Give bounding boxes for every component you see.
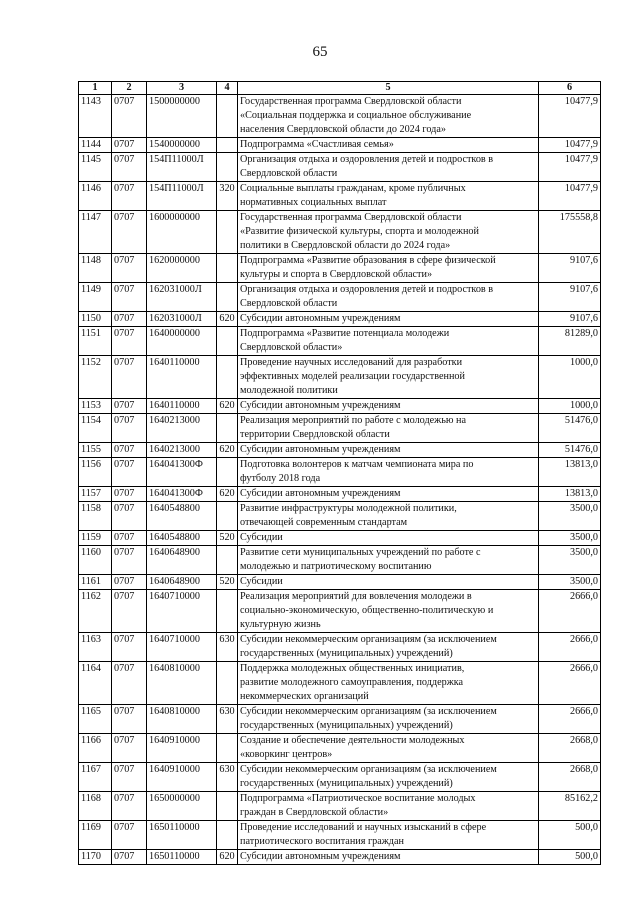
row-id-cell: 1167 (79, 763, 112, 792)
expense-type-cell: 620 (217, 312, 238, 327)
section-code-cell: 0707 (112, 211, 147, 254)
section-code-cell: 0707 (112, 734, 147, 763)
name-line: Государственная программа Свердловской области (240, 212, 462, 223)
section-code-cell: 0707 (112, 546, 147, 575)
section-code-cell: 0707 (112, 443, 147, 458)
name-cell (238, 153, 539, 182)
name-cell (238, 312, 539, 327)
expense-type-cell: 520 (217, 575, 238, 590)
name-line: молодежью и патриотическому воспитанию (240, 561, 432, 572)
table-row (79, 399, 601, 414)
name-cell (238, 487, 539, 502)
section-code-cell: 0707 (112, 662, 147, 705)
target-code-cell: 1640648900 (147, 546, 217, 575)
column-header: 6 (539, 82, 601, 95)
table-row (79, 414, 601, 443)
name-line: Развитие инфраструктуры молодежной политики, (240, 503, 457, 514)
section-code-cell: 0707 (112, 502, 147, 531)
expense-type-cell (217, 414, 238, 443)
section-code-cell: 0707 (112, 153, 147, 182)
section-code-cell: 0707 (112, 399, 147, 414)
row-id-cell: 1170 (79, 850, 112, 865)
name-line: «Социальная поддержка и социальное обслуживание (240, 110, 472, 121)
table-row (79, 531, 601, 546)
amount-cell: 9107,6 (539, 312, 601, 327)
expense-type-cell (217, 138, 238, 153)
table-row (79, 254, 601, 283)
name-line: социально-экономическую, общественно-политическую и (240, 605, 494, 616)
section-code-cell: 0707 (112, 414, 147, 443)
table-row (79, 792, 601, 821)
table-row (79, 95, 601, 138)
name-line: Подпрограмма «Счастливая семья» (240, 139, 394, 150)
amount-cell: 2668,0 (539, 763, 601, 792)
row-id-cell: 1154 (79, 414, 112, 443)
table-row (79, 590, 601, 633)
name-line: Реализация мероприятий по работе с молодежью на (240, 415, 466, 426)
name-cell (238, 182, 539, 211)
amount-cell: 81289,0 (539, 327, 601, 356)
name-cell (238, 531, 539, 546)
row-id-cell: 1162 (79, 590, 112, 633)
name-line: Подготовка волонтеров к матчам чемпионата мира по (240, 459, 474, 470)
name-line: «коворкинг центров» (240, 749, 333, 760)
target-code-cell: 1640810000 (147, 662, 217, 705)
name-cell (238, 211, 539, 254)
target-code-cell: 1650000000 (147, 792, 217, 821)
name-line: Свердловской области (240, 298, 338, 309)
name-line: Подпрограмма «Патриотическое воспитание молодых (240, 793, 476, 804)
name-line: Субсидии автономным учреждениям (240, 444, 401, 455)
name-line: культурную жизнь (240, 619, 321, 630)
section-code-cell: 0707 (112, 821, 147, 850)
amount-cell: 9107,6 (539, 254, 601, 283)
expense-type-cell: 620 (217, 487, 238, 502)
target-code-cell: 162031000Л (147, 283, 217, 312)
amount-cell: 3500,0 (539, 502, 601, 531)
target-code-cell: 1600000000 (147, 211, 217, 254)
table-row (79, 312, 601, 327)
expense-type-cell: 620 (217, 399, 238, 414)
row-id-cell: 1155 (79, 443, 112, 458)
name-line: патриотического воспитания граждан (240, 836, 404, 847)
table-row (79, 211, 601, 254)
target-code-cell: 1640548800 (147, 531, 217, 546)
table-row (79, 763, 601, 792)
name-line: эффективных моделей реализации государственной (240, 371, 465, 382)
name-cell (238, 95, 539, 138)
name-line: территории Свердловской области (240, 429, 390, 440)
name-line: Свердловской области (240, 168, 338, 179)
target-code-cell: 1640110000 (147, 356, 217, 399)
expense-type-cell (217, 254, 238, 283)
section-code-cell: 0707 (112, 356, 147, 399)
name-cell (238, 254, 539, 283)
name-line: Подпрограмма «Развитие потенциала молодежи (240, 328, 450, 339)
name-line: Реализация мероприятий для вовлечения молодежи в (240, 591, 472, 602)
name-line: культуры и спорта в Свердловской области» (240, 269, 433, 280)
name-line: Создание и обеспечение деятельности молодежных (240, 735, 465, 746)
name-line: государственных (муниципальных) учреждений) (240, 720, 453, 731)
name-line: Субсидии автономным учреждениям (240, 313, 401, 324)
name-cell (238, 414, 539, 443)
name-line: футболу 2018 года (240, 473, 321, 484)
name-cell (238, 850, 539, 865)
name-line: Субсидии (240, 576, 283, 587)
target-code-cell: 1640910000 (147, 734, 217, 763)
target-code-cell: 1650110000 (147, 821, 217, 850)
row-id-cell: 1168 (79, 792, 112, 821)
amount-cell: 2666,0 (539, 590, 601, 633)
amount-cell: 2666,0 (539, 662, 601, 705)
budget-table (78, 81, 601, 865)
target-code-cell: 1640710000 (147, 633, 217, 662)
target-code-cell: 1640810000 (147, 705, 217, 734)
section-code-cell: 0707 (112, 792, 147, 821)
target-code-cell: 1640648900 (147, 575, 217, 590)
name-cell (238, 546, 539, 575)
row-id-cell: 1158 (79, 502, 112, 531)
target-code-cell: 1500000000 (147, 95, 217, 138)
name-line: Проведение научных исследований для разработки (240, 357, 463, 368)
name-line: Поддержка молодежных общественных инициатив, (240, 663, 465, 674)
expense-type-cell (217, 734, 238, 763)
table-row (79, 443, 601, 458)
name-line: Субсидии автономным учреждениям (240, 851, 401, 862)
name-line: Развитие сети муниципальных учреждений по работе с (240, 547, 481, 558)
amount-cell: 51476,0 (539, 443, 601, 458)
table-row (79, 821, 601, 850)
column-header: 3 (147, 82, 217, 95)
table-row (79, 705, 601, 734)
amount-cell: 10477,9 (539, 138, 601, 153)
section-code-cell: 0707 (112, 633, 147, 662)
amount-cell: 500,0 (539, 821, 601, 850)
name-cell (238, 502, 539, 531)
row-id-cell: 1147 (79, 211, 112, 254)
row-id-cell: 1151 (79, 327, 112, 356)
section-code-cell: 0707 (112, 312, 147, 327)
row-id-cell: 1156 (79, 458, 112, 487)
row-id-cell: 1145 (79, 153, 112, 182)
target-code-cell: 1640213000 (147, 443, 217, 458)
name-cell (238, 283, 539, 312)
table-row (79, 502, 601, 531)
name-line: Субсидии (240, 532, 283, 543)
name-line: Субсидии автономным учреждениям (240, 488, 401, 499)
name-line: отвечающей современным стандартам (240, 517, 408, 528)
expense-type-cell (217, 153, 238, 182)
table-row (79, 734, 601, 763)
name-line: Организация отдыха и оздоровления детей и подростков в (240, 154, 494, 165)
target-code-cell: 1650110000 (147, 850, 217, 865)
target-code-cell: 164041300Ф (147, 458, 217, 487)
column-header: 5 (238, 82, 539, 95)
name-line: некоммерческих организаций (240, 691, 369, 702)
section-code-cell: 0707 (112, 182, 147, 211)
table-body (79, 95, 601, 865)
name-cell (238, 356, 539, 399)
table-row (79, 575, 601, 590)
expense-type-cell (217, 283, 238, 312)
expense-type-cell (217, 821, 238, 850)
expense-type-cell (217, 546, 238, 575)
name-cell (238, 327, 539, 356)
section-code-cell: 0707 (112, 487, 147, 502)
amount-cell: 1000,0 (539, 356, 601, 399)
table-row (79, 138, 601, 153)
amount-cell: 13813,0 (539, 458, 601, 487)
name-cell (238, 590, 539, 633)
table-row (79, 153, 601, 182)
row-id-cell: 1146 (79, 182, 112, 211)
name-line: молодежной политики (240, 385, 338, 396)
name-cell (238, 734, 539, 763)
amount-cell: 85162,2 (539, 792, 601, 821)
expense-type-cell (217, 792, 238, 821)
name-line: Государственная программа Свердловской области (240, 96, 462, 107)
table-row (79, 487, 601, 502)
section-code-cell: 0707 (112, 327, 147, 356)
column-header: 4 (217, 82, 238, 95)
name-line: политики в Свердловской области до 2024 года» (240, 240, 451, 251)
row-id-cell: 1165 (79, 705, 112, 734)
expense-type-cell: 320 (217, 182, 238, 211)
row-id-cell: 1163 (79, 633, 112, 662)
amount-cell: 1000,0 (539, 399, 601, 414)
section-code-cell: 0707 (112, 590, 147, 633)
expense-type-cell: 630 (217, 763, 238, 792)
name-line: граждан в Свердловской области» (240, 807, 389, 818)
name-line: государственных (муниципальных) учреждений) (240, 648, 453, 659)
section-code-cell: 0707 (112, 283, 147, 312)
section-code-cell: 0707 (112, 705, 147, 734)
table-row (79, 182, 601, 211)
target-code-cell: 1640000000 (147, 327, 217, 356)
column-header: 1 (79, 82, 112, 95)
amount-cell: 10477,9 (539, 95, 601, 138)
section-code-cell: 0707 (112, 575, 147, 590)
name-cell (238, 443, 539, 458)
name-line: Субсидии автономным учреждениям (240, 400, 401, 411)
table-row (79, 356, 601, 399)
target-code-cell: 1640110000 (147, 399, 217, 414)
name-line: Субсидии некоммерческим организациям (за исключением (240, 764, 497, 775)
expense-type-cell: 520 (217, 531, 238, 546)
amount-cell: 2666,0 (539, 633, 601, 662)
target-code-cell: 1640910000 (147, 763, 217, 792)
row-id-cell: 1148 (79, 254, 112, 283)
name-line: населения Свердловской области до 2024 года» (240, 124, 446, 135)
row-id-cell: 1153 (79, 399, 112, 414)
amount-cell: 10477,9 (539, 153, 601, 182)
expense-type-cell (217, 502, 238, 531)
row-id-cell: 1152 (79, 356, 112, 399)
row-id-cell: 1143 (79, 95, 112, 138)
row-id-cell: 1159 (79, 531, 112, 546)
name-line: «Развитие физической культуры, спорта и молодежной (240, 226, 479, 237)
expense-type-cell (217, 590, 238, 633)
expense-type-cell (217, 356, 238, 399)
name-line: государственных (муниципальных) учреждений) (240, 778, 453, 789)
table-row (79, 283, 601, 312)
name-cell (238, 399, 539, 414)
target-code-cell: 154П11000Л (147, 182, 217, 211)
target-code-cell: 154П11000Л (147, 153, 217, 182)
name-cell (238, 705, 539, 734)
name-line: Субсидии некоммерческим организациям (за исключением (240, 634, 497, 645)
amount-cell: 3500,0 (539, 546, 601, 575)
amount-cell: 500,0 (539, 850, 601, 865)
table-header-row (79, 82, 601, 95)
section-code-cell: 0707 (112, 531, 147, 546)
section-code-cell: 0707 (112, 254, 147, 283)
name-cell (238, 763, 539, 792)
expense-type-cell: 620 (217, 850, 238, 865)
section-code-cell: 0707 (112, 763, 147, 792)
amount-cell: 2668,0 (539, 734, 601, 763)
name-cell (238, 821, 539, 850)
page-number: 65 (312, 44, 328, 60)
name-line: развитие молодежного самоуправления, поддержка (240, 677, 464, 688)
amount-cell: 10477,9 (539, 182, 601, 211)
name-line: Подпрограмма «Развитие образования в сфере физической (240, 255, 496, 266)
target-code-cell: 164041300Ф (147, 487, 217, 502)
amount-cell: 13813,0 (539, 487, 601, 502)
target-code-cell: 1640213000 (147, 414, 217, 443)
amount-cell: 51476,0 (539, 414, 601, 443)
target-code-cell: 1620000000 (147, 254, 217, 283)
amount-cell: 175558,8 (539, 211, 601, 254)
amount-cell: 3500,0 (539, 531, 601, 546)
name-line: нормативных социальных выплат (240, 197, 387, 208)
section-code-cell: 0707 (112, 458, 147, 487)
expense-type-cell: 620 (217, 443, 238, 458)
expense-type-cell: 630 (217, 705, 238, 734)
name-cell (238, 662, 539, 705)
name-line: Проведение исследований и научных изысканий в сфере (240, 822, 487, 833)
name-line: Свердловской области» (240, 342, 343, 353)
table-row (79, 327, 601, 356)
name-line: Социальные выплаты гражданам, кроме публичных (240, 183, 466, 194)
target-code-cell: 162031000Л (147, 312, 217, 327)
name-cell (238, 792, 539, 821)
expense-type-cell (217, 662, 238, 705)
column-header: 2 (112, 82, 147, 95)
expense-type-cell (217, 327, 238, 356)
name-cell (238, 575, 539, 590)
section-code-cell: 0707 (112, 850, 147, 865)
row-id-cell: 1164 (79, 662, 112, 705)
target-code-cell: 1640548800 (147, 502, 217, 531)
table-row (79, 662, 601, 705)
row-id-cell: 1144 (79, 138, 112, 153)
target-code-cell: 1640710000 (147, 590, 217, 633)
table-row (79, 633, 601, 662)
expense-type-cell: 630 (217, 633, 238, 662)
row-id-cell: 1157 (79, 487, 112, 502)
expense-type-cell (217, 211, 238, 254)
name-line: Организация отдыха и оздоровления детей и подростков в (240, 284, 494, 295)
row-id-cell: 1169 (79, 821, 112, 850)
name-cell (238, 633, 539, 662)
section-code-cell: 0707 (112, 95, 147, 138)
expense-type-cell (217, 458, 238, 487)
section-code-cell: 0707 (112, 138, 147, 153)
name-line: Субсидии некоммерческим организациям (за исключением (240, 706, 497, 717)
amount-cell: 3500,0 (539, 575, 601, 590)
table-row (79, 850, 601, 865)
name-cell (238, 138, 539, 153)
table-row (79, 458, 601, 487)
row-id-cell: 1161 (79, 575, 112, 590)
row-id-cell: 1149 (79, 283, 112, 312)
row-id-cell: 1166 (79, 734, 112, 763)
amount-cell: 2666,0 (539, 705, 601, 734)
expense-type-cell (217, 95, 238, 138)
row-id-cell: 1160 (79, 546, 112, 575)
target-code-cell: 1540000000 (147, 138, 217, 153)
row-id-cell: 1150 (79, 312, 112, 327)
amount-cell: 9107,6 (539, 283, 601, 312)
table-row (79, 546, 601, 575)
name-cell (238, 458, 539, 487)
